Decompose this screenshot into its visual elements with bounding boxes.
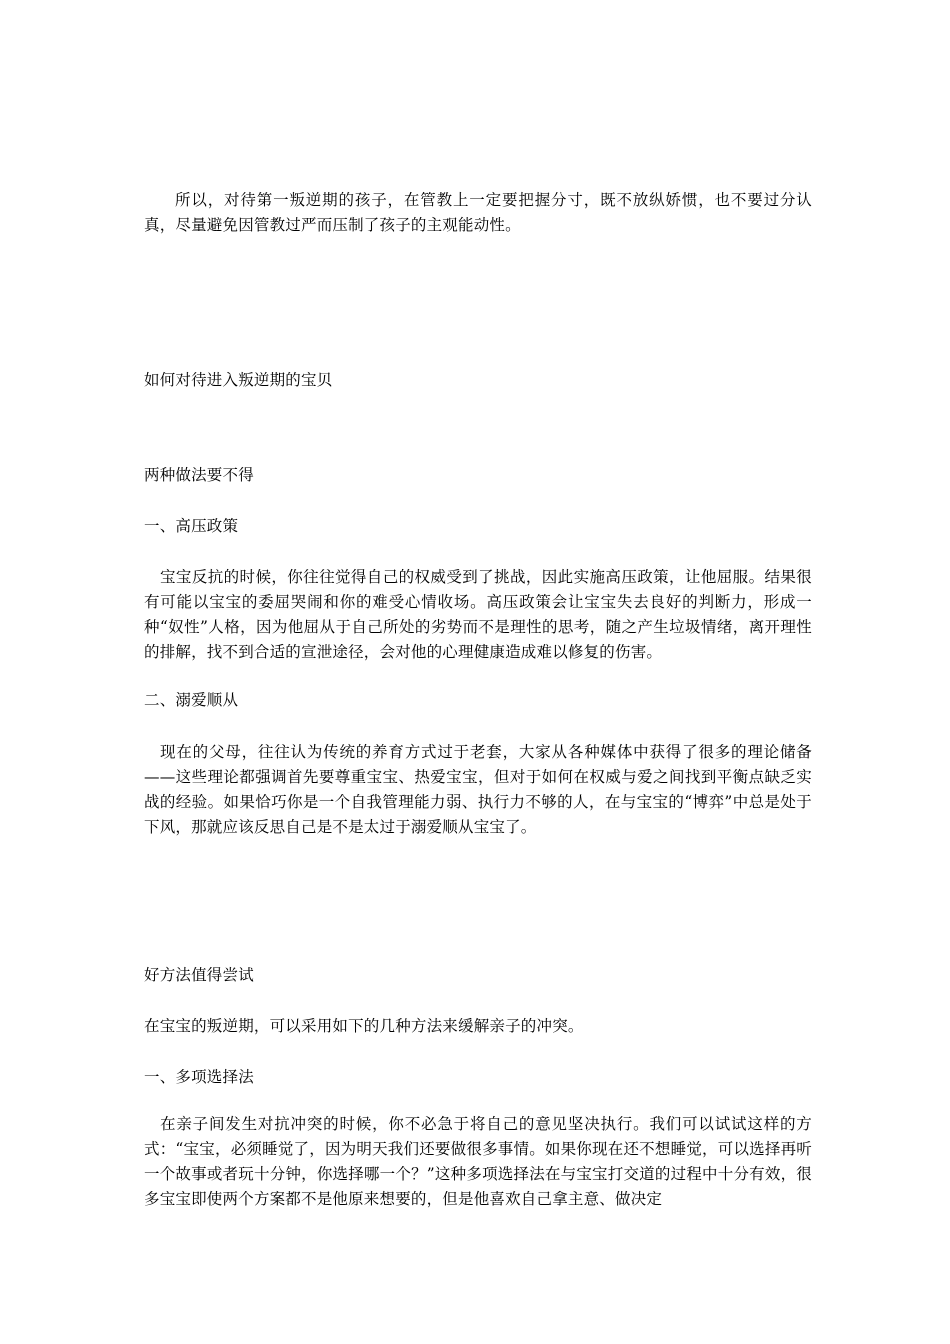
heading-high-pressure: 一、高压政策	[144, 517, 239, 535]
heading-two-bad-practices: 两种做法要不得	[144, 466, 254, 484]
paragraph-conclusion: 所以，对待第一叛逆期的孩子，在管教上一定要把握分寸，既不放纵娇惯，也不要过分认真，尽量避免因管教过严而压制了孩子的主观能动性。	[144, 191, 812, 234]
heading-indulgence: 二、溺爱顺从	[144, 691, 239, 709]
heading-good-methods: 好方法值得尝试	[144, 966, 254, 984]
paragraph-multiple-choice: 在亲子间发生对抗冲突的时候，你不必急于将自己的意见坚决执行。我们可以试试这样的方式：“宝宝，必须睡觉了，因为明天我们还要做很多事情。如果你现在还不想睡觉，可以选择再听一个故事或者玩十分钟，你选择哪一个？”这种多项选择法在与宝宝打交道的过程中十分有效，很多宝宝即使两个方案都不是他原来想要的，但是他喜欢自己拿主意、做决定	[144, 1115, 812, 1208]
paragraph-high-pressure: 宝宝反抗的时候，你往往觉得自己的权威受到了挑战，因此实施高压政策，让他屈服。结果很有可能以宝宝的委屈哭闹和你的难受心情收场。高压政策会让宝宝失去良好的判断力，形成一种“奴性”人格，因为他屈从于自己所处的劣势而不是理性的思考，随之产生垃圾情绪，离开理性的排解，找不到合适的宣泄途径，会对他的心理健康造成难以修复的伤害。	[144, 568, 812, 661]
paragraph-indulgence: 现在的父母，往往认为传统的养育方式过于老套，大家从各种媒体中获得了很多的理论储备——这些理论都强调首先要尊重宝宝、热爱宝宝，但对于如何在权威与爱之间找到平衡点缺乏实战的经验。如果恰巧你是一个自我管理能力弱、执行力不够的人，在与宝宝的“博弈”中总是处于下风，那就应该反思自己是不是太过于溺爱顺从宝宝了。	[144, 743, 812, 836]
paragraph-intro-methods: 在宝宝的叛逆期，可以采用如下的几种方法来缓解亲子的冲突。	[144, 1017, 584, 1035]
heading-multiple-choice: 一、多项选择法	[144, 1068, 254, 1086]
heading-how-to-treat: 如何对待进入叛逆期的宝贝	[144, 371, 333, 389]
